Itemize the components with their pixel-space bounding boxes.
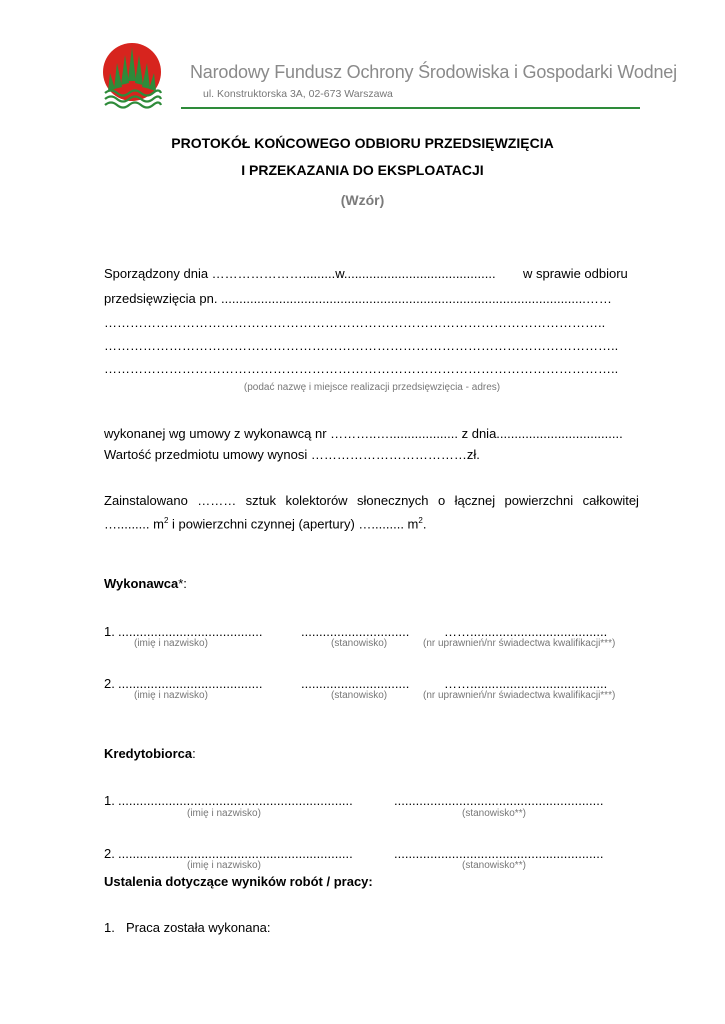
findings-heading: Ustalenia dotyczące wyników robót / pracy:: [104, 874, 373, 889]
drafted-on-line-end: w sprawie odbioru: [523, 266, 628, 281]
project-name-dots-3: ………………………………………………………………………………………………………..: [104, 361, 619, 376]
superscript-2: 2: [418, 516, 423, 525]
findings-item1-number: 1.: [104, 920, 115, 935]
contractor-row1-name: ........................................: [118, 624, 263, 639]
installation-word: ………: [197, 493, 237, 508]
organization-name: Narodowy Fundusz Ochrony Środowiska i Gospodarki Wodnej: [190, 62, 677, 82]
contractor-heading-suffix: *:: [178, 576, 187, 591]
document-title-line1: PROTOKÓŁ KOŃCOWEGO ODBIORU PRZEDSIĘWZIĘCIA: [171, 135, 554, 151]
borrower-row2-name: .................................................................: [118, 846, 353, 861]
borrower-row2-number: 2.: [104, 846, 115, 861]
installation-word: o: [437, 493, 446, 508]
installation-line1: [104, 493, 639, 508]
aperture-area-text: i powierzchni czynnej (apertury) …......... m: [168, 516, 419, 532]
installation-word: kolektorów: [285, 493, 348, 508]
borrower-row1-name-hint: (imię i nazwisko): [187, 808, 261, 819]
borrower-row1-position-hint: (stanowisko**): [462, 808, 526, 819]
document-title-line2: I PRZEKAZANIA DO EKSPLOATACJI: [241, 162, 484, 178]
installation-word: łącznej: [454, 493, 496, 508]
borrower-heading-text: Kredytobiorca: [104, 746, 193, 761]
borrower-row1-position: ..........................................................: [394, 793, 604, 808]
contract-value-line: Wartość przedmiotu umowy wynosi ………………………………zł.: [104, 447, 480, 462]
drafted-on-line: Sporządzony dnia ………………….........w..........................................: [104, 266, 496, 281]
contractor-row2-position: ..............................: [301, 676, 410, 691]
contractor-row2-number: 2.: [104, 676, 115, 691]
findings-item1-text: Praca została wykonana:: [126, 920, 271, 935]
nfosigw-logo-icon: [103, 41, 163, 109]
installation-word: słonecznych: [357, 493, 429, 508]
contractor-row1-name-hint: (imię i nazwisko): [134, 638, 208, 649]
contractor-row2-position-hint: (stanowisko): [331, 690, 388, 701]
project-name-dots-2: ………………………………………………………………………………………………………..: [104, 338, 619, 353]
project-name-hint: (podać nazwę i miejsce realizacji przedsięwzięcia - adres): [243, 382, 501, 393]
borrower-row2-name-hint: (imię i nazwisko): [187, 860, 261, 871]
contractor-row2-name: ........................................: [118, 676, 263, 691]
organization-address: ul. Konstruktorska 3A, 02-673 Warszawa: [203, 88, 393, 100]
contractor-heading: [104, 576, 187, 591]
contractor-row2-license-hint: (nr uprawnień/nr świadectwa kwalifikacji***): [423, 690, 616, 701]
contractor-row2-name-hint: (imię i nazwisko): [134, 690, 208, 701]
installation-word: całkowitej: [582, 493, 639, 508]
installation-word: powierzchni: [504, 493, 574, 508]
borrower-row1-name: .................................................................: [118, 793, 353, 808]
contract-number-line: wykonanej wg umowy z wykonawcą nr ………..…................... z dnia...................................: [104, 426, 623, 441]
borrower-heading: [104, 746, 196, 761]
period-text: .: [422, 516, 427, 532]
borrower-row2-position-hint: (stanowisko**): [462, 860, 526, 871]
contractor-row1-position-hint: (stanowisko): [331, 638, 388, 649]
contractor-heading-text: Wykonawca: [104, 576, 179, 591]
contractor-row1-license: ……......................................: [444, 624, 608, 639]
contractor-row2-license: ……......................................: [444, 676, 608, 691]
installation-line2: [104, 516, 426, 531]
project-name-line: przedsięwzięcia pn. .....................................................................................................……: [104, 291, 612, 306]
total-area-text: …......... m: [104, 516, 164, 532]
installation-word: Zainstalowano: [104, 493, 188, 508]
project-name-dots-1: ……………………………………………………………………………………………………..: [104, 315, 606, 330]
document-subtitle: (Wzór): [340, 192, 385, 208]
header-divider: [181, 107, 640, 109]
contractor-row1-position: ..............................: [301, 624, 410, 639]
borrower-row1-number: 1.: [104, 793, 115, 808]
superscript-2: 2: [163, 516, 169, 525]
borrower-heading-suffix: :: [192, 746, 196, 761]
borrower-row2-position: ..........................................................: [394, 846, 604, 861]
contractor-row1-license-hint: (nr uprawnień/nr świadectwa kwalifikacji***): [423, 638, 616, 649]
contractor-row1-number: 1.: [104, 624, 115, 639]
installation-word: sztuk: [245, 493, 277, 508]
